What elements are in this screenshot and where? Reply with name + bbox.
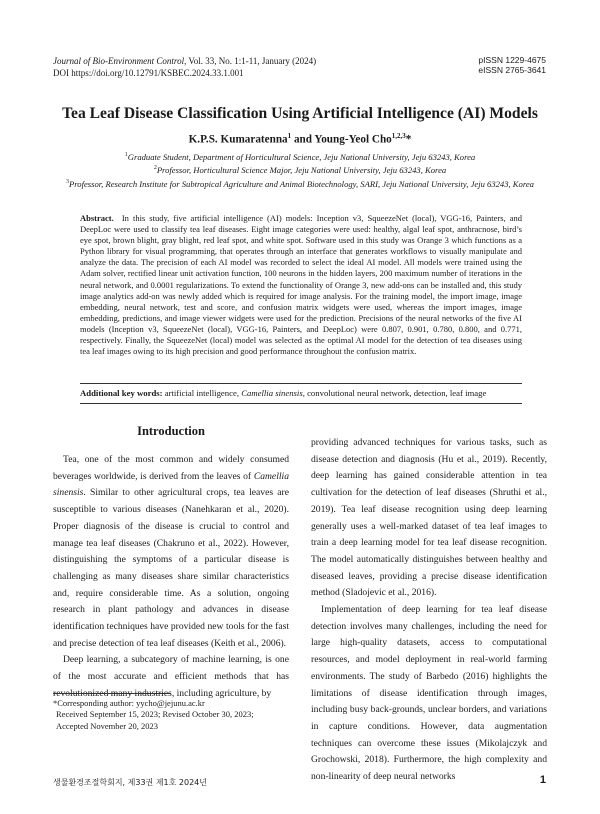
affiliation-2-number: 2 [153, 165, 157, 172]
corresponding-mark: * [405, 133, 412, 146]
left-column [53, 452, 289, 703]
footer-journal: 생물환경조절학회지, 제33권 제1호 2024년 [53, 778, 207, 787]
author-2: Young-Yeol Cho [314, 133, 392, 146]
intro-paragraph-3: providing advanced techniques for various tasks, such as disease detection and diagnosis (Hu et al., 2019). Recently, deep learning has gained considerable attention in tea cultivation for the detection of leaf diseases (Shruthi et al., 2019). Tea leaf disease recognition using deep learning generally uses a well-marked dataset of tea leaf images to train a deep learning model for tea leaf disease recognition. The model automatically distinguishes between healthy and diseased leaves, providing a precise disease identification method (Sladojevic et al., 2016). [311, 437, 547, 599]
affiliation-2-text: Professor, Horticultural Science Major, Jeju National University, Jeju 63243, Korea [156, 165, 447, 176]
author-1: K.P.S. Kumaratenna [188, 133, 288, 146]
keywords-part-2: , convolutional neural network, detection, leaf image [302, 388, 487, 398]
affiliation-3 [60, 177, 540, 190]
keywords-label: Additional key words: [80, 388, 163, 398]
keywords-species: Camellia sinensis [241, 388, 303, 398]
corresponding-author: *Corresponding author: yycho@jejunu.ac.kr [53, 698, 205, 708]
journal-name: Journal of Bio-Environment Control [53, 56, 185, 66]
intro-paragraph-1 [53, 452, 289, 652]
journal-issue: , Vol. 33, No. 1:1-11, January (2024) [184, 56, 317, 66]
affiliation-1-text: Graduate Student, Department of Horticultural Science, Jeju National University, Jeju 63243, Korea [127, 151, 476, 162]
intro-p1-species: Camellia sinensis [53, 470, 289, 499]
journal-citation [53, 55, 316, 67]
affiliation-1-number: 1 [124, 152, 128, 158]
abstract-text: In this study, five artificial intelligence (AI) models: Inception v3, SqueezeNet (local), VGG-16, Painters, and DeepLoc were used to classify tea leaf diseases. Eight image categories were used: healthy, algal leaf spot, anthracnose, bird’s eye spot, brown blight, gray blight, red leaf spot, and white spot. Software used in this study was Orange 3 which functions as a Python library for visual programming, that operates through an interface that generates workflows to visually manipulate and analyze the data. The precision of each AI model was recorded to select the ideal AI model. All models were trained using the Adam solver, rectified linear unit activation function, 100 neurons in the hidden layers, 200 maximum number of iterations in the neural network, and 0.0001 regularizations. To extend the functionality of Orange 3, new add-ons can be installed and, this study image analytics add-on was newly added which is required for image analysis. For the training model, the import image, image embedding, neural network, test and score, and confusion matrix widgets were used, whereas the import images, image embedding, predictions, and image viewer widgets were used for the prediction. Precisions of the neural networks of the five AI models (Inception v3, SqueezeNet (local), VGG-16, Painters, and DeepLoc) were 0.807, 0.901, 0.780, 0.800, and 0.771, respectively. Finally, the SqueezeNet (local) model was selected as the optimal AI model for the detection of tea diseases using tea leaf images owing to its high precision and good performance throughout the confusion matrix. [80, 213, 523, 357]
abstract-label: Abstract. [80, 213, 114, 223]
paper-title: Tea Leaf Disease Classification Using Artificial Intelligence (AI) Models [62, 105, 538, 122]
footnote [53, 698, 289, 732]
footnote-rule [53, 693, 171, 694]
keywords-part-1: artificial intelligence, [162, 388, 242, 398]
affiliation-3-number: 3 [66, 178, 70, 185]
journal-header [53, 55, 316, 79]
accepted-date: Accepted November 20, 2023 [56, 720, 158, 731]
keywords-bottom-rule [80, 403, 522, 404]
keywords [80, 387, 522, 399]
eissn: eISSN 2765-3641 [478, 65, 546, 75]
introduction-heading: Introduction [137, 424, 205, 438]
received-dates: Received September 15, 2023; Revised October 30, 2023; [56, 709, 254, 720]
intro-p1-rest: . Similar to other agricultural crops, tea leaves are susceptible to various diseases (Nanehkaran et al., 2020). Proper diagnosis of the disease is crucial to control and manage tea leaf diseases (Chakruno et al., 2022). However, distinguishing the symptoms of a particular disease is challenging as many diseases share similar characteristics and, require considerable time. As a solution, ongoing research in plant pathology and advances in disease identification techniques have provided new tools for the fast and precise detection of tea leaf diseases (Keith et al., 2006). [53, 487, 289, 649]
author-list [40, 132, 560, 146]
keywords-top-rule [80, 383, 522, 384]
affiliation-1 [60, 150, 540, 163]
affiliations [60, 150, 540, 190]
intro-paragraph-4: Implementation of deep learning for tea leaf disease detection involves many challenges, including the need for large high-quality datasets, access to computational resources, and model deployment in real-world farming environments. The study of Barbedo (2016) highlights the limitations of disease identification through images, including busy back-grounds, unclear borders, and variations in capture conditions. However, data augmentation techniques can overcome these issues (Mikolajczyk and Grochowski, 2018). Furthermore, the high complexity and non-linearity of deep neural networks [311, 604, 547, 783]
author-2-affiliation: 1,2,3 [391, 132, 406, 140]
doi[interactable]: DOI https://doi.org/10.12791/KSBEC.2024.33.1.001 [53, 68, 244, 78]
affiliation-2 [60, 163, 540, 176]
pissn: pISSN 1229-4675 [478, 55, 546, 65]
right-column [311, 435, 547, 786]
page-number: 1 [539, 774, 546, 786]
issn-block [478, 55, 546, 75]
intro-paragraph-2: Deep learning, a subcategory of machine learning, is one of the most accurate and efficient methods that has revolutionized many industries, including agriculture, by [53, 654, 289, 699]
author-1-affiliation: 1 [287, 132, 292, 140]
abstract [80, 213, 522, 357]
intro-p1-start: Tea, one of the most common and widely consumed beverages worldwide, is derived from the leaves of [53, 454, 289, 482]
affiliation-3-text: Professor, Research Institute for Subtropical Agriculture and Animal Biotechnology, SARI, Jeju National University, Jeju 63243, Korea [69, 178, 534, 189]
author-joiner: and [291, 133, 315, 146]
